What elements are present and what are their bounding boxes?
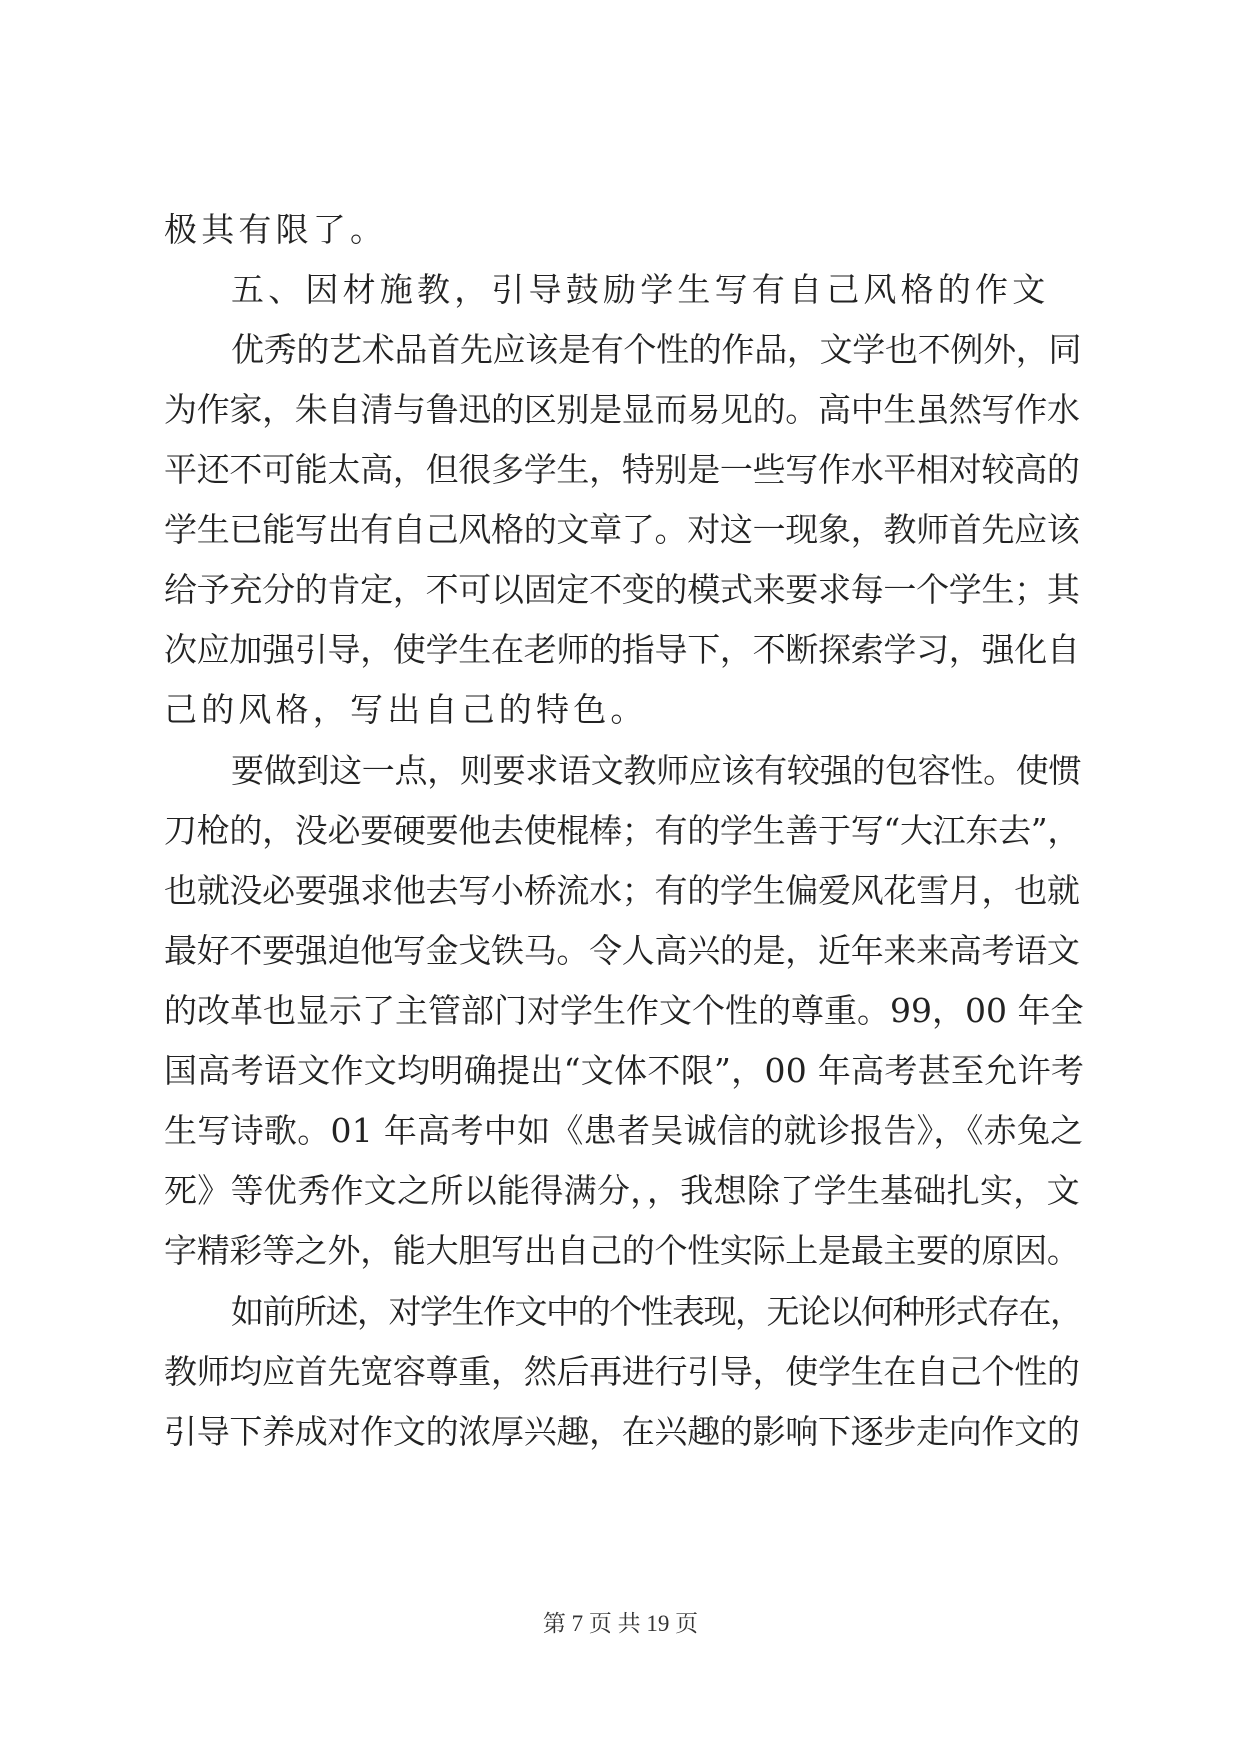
text-line: 国高考语文作文均明确提出“文体不限”，00 年高考甚至允许考 [164, 1051, 1085, 1090]
text-line: 为作家，朱自清与鲁迅的区别是显而易见的。高中生虽然写作水 [164, 390, 1080, 429]
text-line: 教师均应首先宽容尊重，然后再进行引导，使学生在自己个性的 [164, 1352, 1080, 1391]
text-line: 死》等优秀作文之所以能得满分，，我想除了学生基础扎实，文 [164, 1171, 1080, 1210]
text-line: 极其有限了。 [164, 210, 388, 249]
text-line: 字精彩等之外，能大胆写出自己的个性实际上是最主要的原因。 [164, 1231, 1080, 1270]
text-line: 最好不要强迫他写金戈铁马。令人高兴的是，近年来来高考语文 [164, 931, 1080, 970]
text-line: 次应加强引导，使学生在老师的指导下，不断探索学习，强化自 [164, 630, 1080, 669]
page-footer: 第 7 页 共 19 页 [542, 1611, 699, 1636]
text-line: 优秀的艺术品首先应该是有个性的作品，文学也不例外，同 [231, 330, 1082, 369]
text-line: 给予充分的肯定，不可以固定不变的模式来要求每一个学生；其 [164, 570, 1080, 609]
section-heading: 五、因材施教，引导鼓励学生写有自己风格的作文 [231, 270, 1050, 309]
text-line: 引导下养成对作文的浓厚兴趣，在兴趣的影响下逐步走向作文的 [164, 1412, 1080, 1451]
text-line: 己的风格，写出自己的特色。 [164, 690, 648, 729]
text-line: 要做到这一点，则要求语文教师应该有较强的包容性。使惯 [231, 751, 1082, 790]
text-line: 学生已能写出有自己风格的文章了。对这一现象，教师首先应该 [164, 510, 1080, 549]
text-line: 如前所述，对学生作文中的个性表现，无论以何种形式存在， [231, 1292, 1082, 1331]
text-line: 也就没必要强求他去写小桥流水；有的学生偏爱风花雪月，也就 [164, 871, 1080, 910]
text-line: 生写诗歌。01 年高考中如《患者吴诚信的就诊报告》，《赤兔之 [164, 1111, 1084, 1150]
text-line: 刀枪的，没必要硬要他去使棍棒；有的学生善于写“大江东去”， [164, 811, 1081, 850]
text-line: 平还不可能太高，但很多学生，特别是一些写作水平相对较高的 [164, 450, 1080, 489]
text-line: 的改革也显示了主管部门对学生作文个性的尊重。99，00 年全 [164, 991, 1084, 1030]
